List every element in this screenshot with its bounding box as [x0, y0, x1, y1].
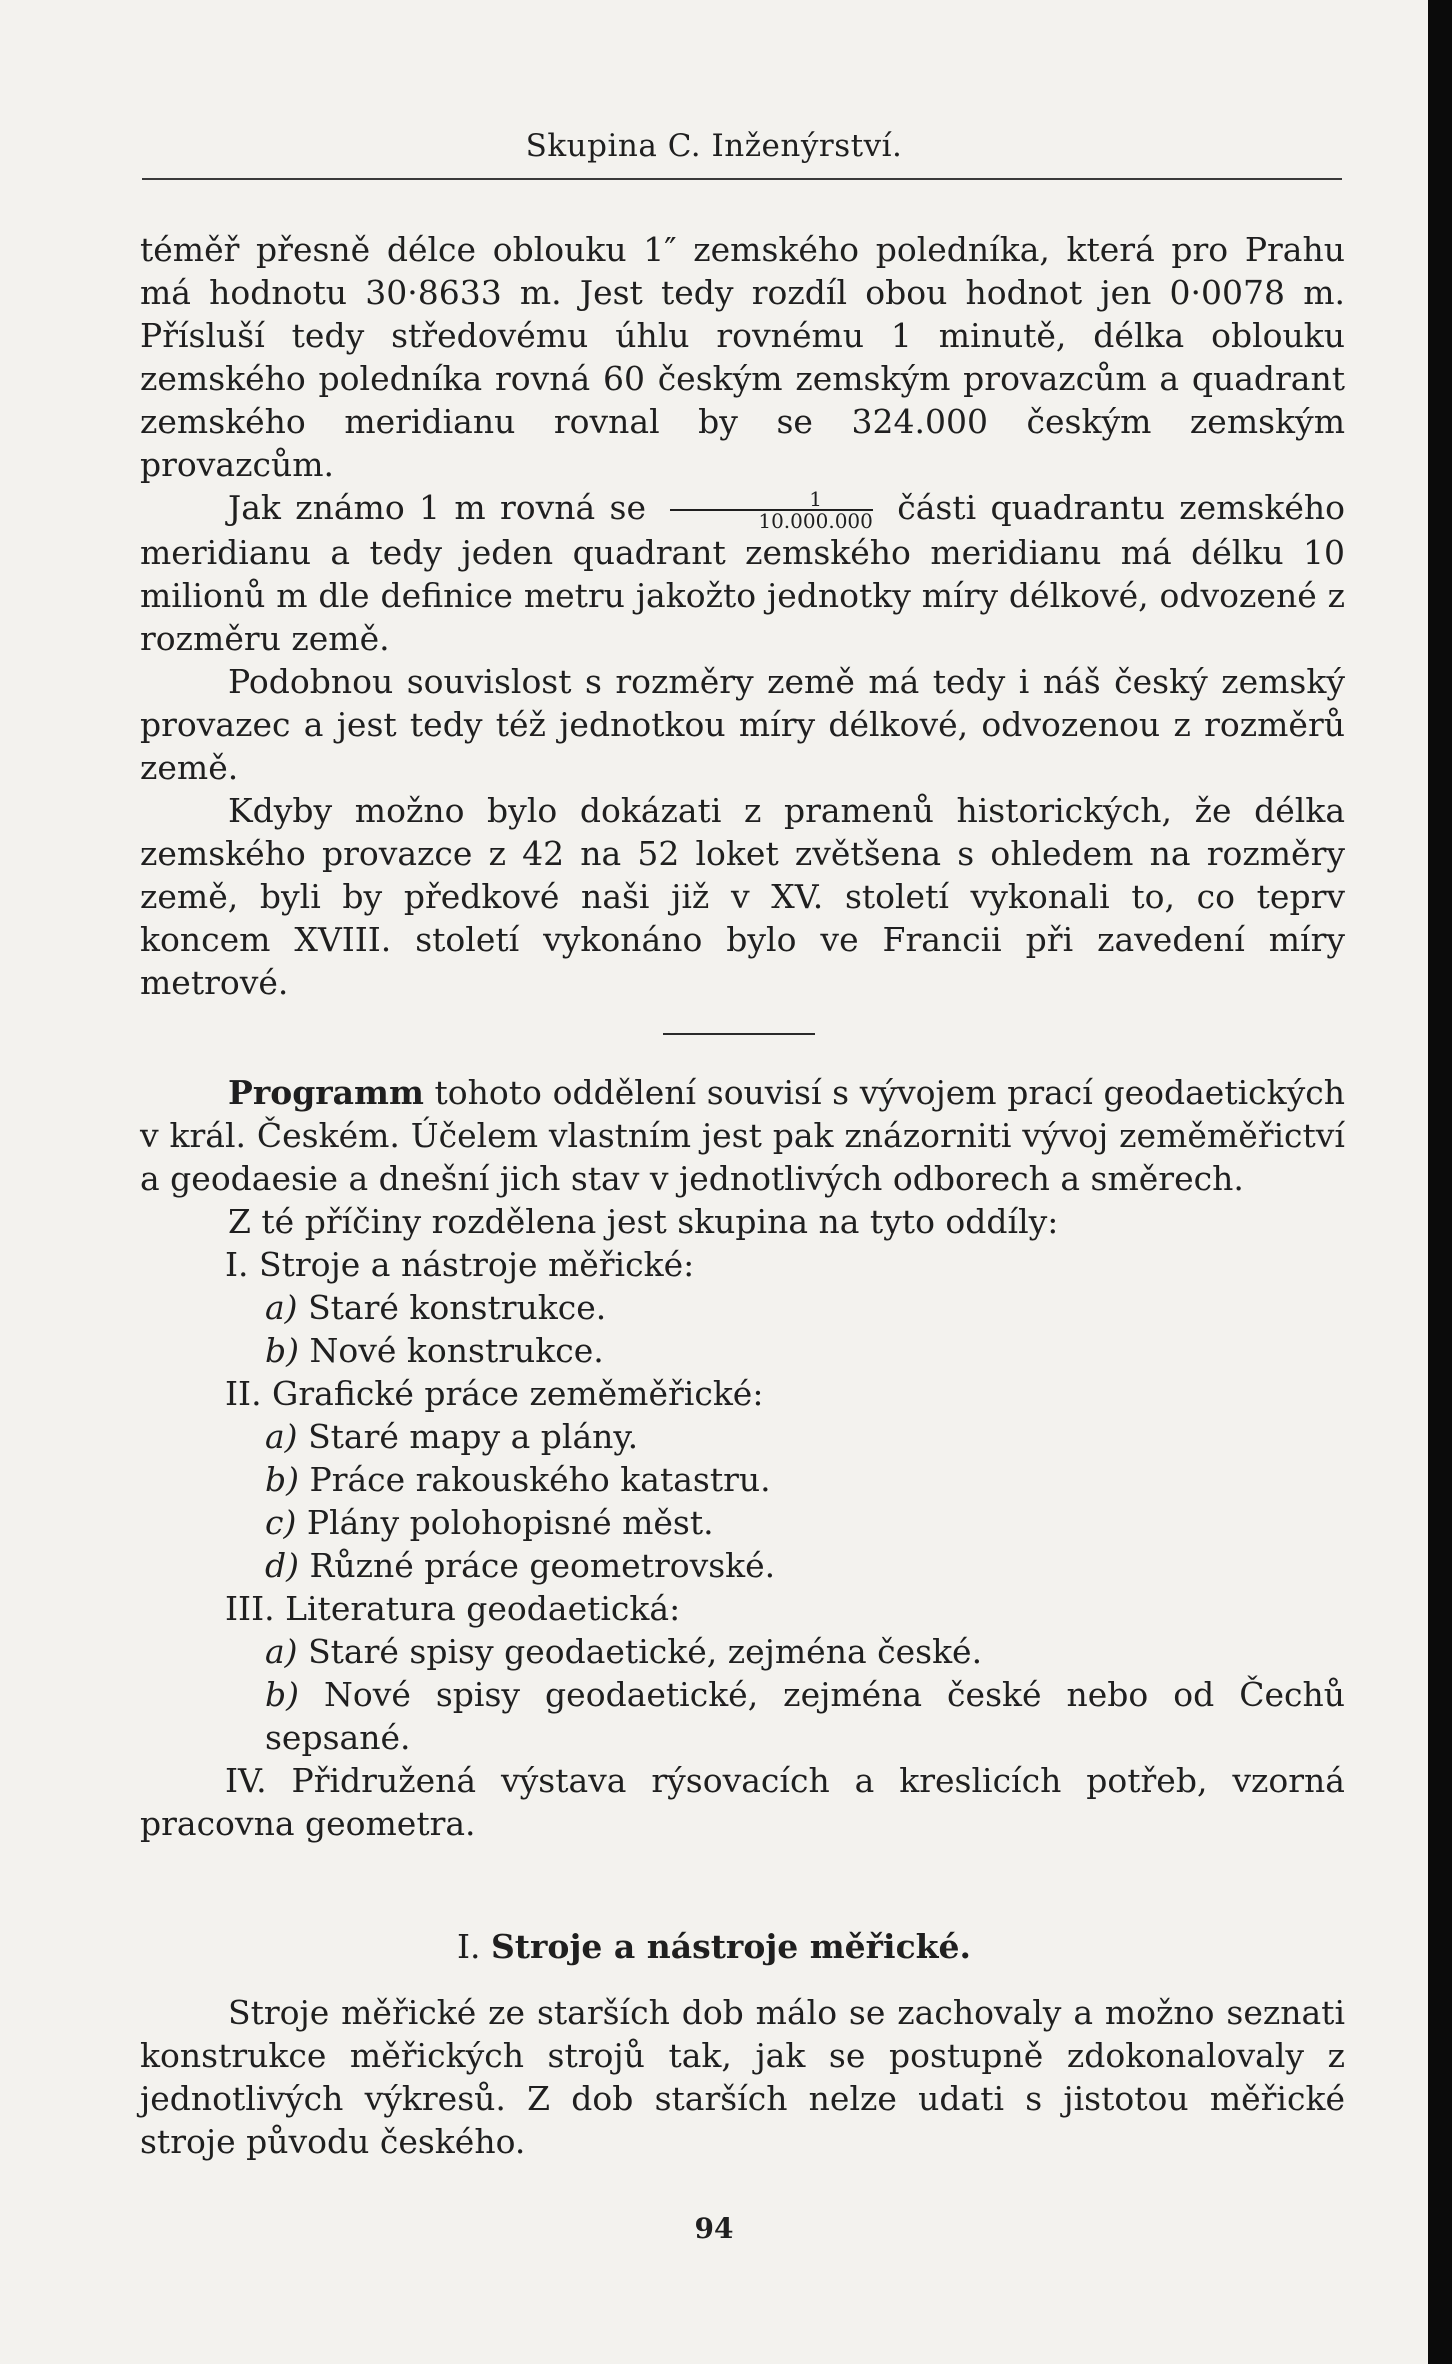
section-2-title: II. Grafické práce zeměměřické: — [225, 1374, 764, 1413]
paragraph-3: Podobnou souvislost s rozměry země má tedy i náš český zemský provazec a jest tedy též jednotkou míry délkové, odvozenou z rozměrů země. — [140, 662, 1345, 787]
paragraph-machines: Stroje měřické ze starších dob málo se zachovaly a možno seznati konstrukce měřických strojů tak, jak se postupně zdokonalovaly z jednotlivých výkresů. Z dob starších nelze udati s jistotou měřické stroje původu českého. — [140, 1993, 1345, 2161]
list-item: a) Staré konstrukce. — [265, 1288, 607, 1327]
paragraph-program — [140, 1071, 1345, 1200]
list-item: c) Plány polohopisné měst. — [265, 1503, 714, 1542]
section-heading-text: Stroje a nástroje měřické. — [490, 1927, 972, 1966]
paragraph-2-start: Jak známo 1 m rovná se — [228, 488, 647, 527]
paragraph-2 — [140, 486, 1345, 660]
running-header: Skupina C. Inženýrství. — [525, 128, 903, 164]
header-rule — [142, 178, 1342, 180]
section-divider — [663, 1033, 815, 1035]
paragraph-4: Kdyby možno bylo dokázati z pramenů historických, že délka zemského provazce z 42 na 52 loket zvětšena s ohledem na rozměry země, byli by předkové naši již v XV. století vykonali to, co teprv koncem XVIII. století vykonáno bylo ve Francii při zavedení míry metrové. — [140, 791, 1345, 1002]
section-heading-number: I. — [456, 1927, 481, 1966]
section-4-title: IV. Přidružená výstava rýsovacích a kreslicích potřeb, vzorná pracovna geometra. — [140, 1761, 1345, 1843]
fraction-denominator: 10.000.000 — [758, 509, 873, 533]
paragraph-divisions: Z té příčiny rozdělena jest skupina na tyto oddíly: — [228, 1202, 1059, 1241]
list-item: a) Staré spisy geodaetické, zejména české. — [265, 1632, 983, 1671]
body-text-top — [140, 228, 1345, 1004]
paragraph-2-end: části quadrantu zemského meridianu a tedy jeden quadrant zemského meridianu má délku 10 milionů m dle definice metru jakožto jednotky míry délkové, odvozené z rozměru země. — [140, 488, 1345, 658]
list-item: b) Práce rakouského katastru. — [265, 1460, 771, 1499]
body-text-bottom — [140, 1991, 1345, 2163]
section-1-title: I. Stroje a nástroje měřické: — [225, 1245, 695, 1284]
list-item: d) Různé práce geometrovské. — [265, 1546, 776, 1585]
list-item: b) Nové konstrukce. — [265, 1331, 604, 1370]
program-bold-word: Programm — [228, 1073, 424, 1112]
paragraph-1: téměř přesně délce oblouku 1″ zemského poledníka, která pro Prahu má hodnotu 30·8633 m. Jest tedy rozdíl obou hodnot jen 0·0078 m. Přísluší tedy středovému úhlu rovnému 1 minutě, délka oblouku zemského poledníka rovná 60 českým zemským provazcům a quadrant zemského meridianu rovnal by se 324.000 českým zemským provazcům. — [140, 230, 1345, 484]
section-heading — [0, 1925, 1428, 1968]
fraction — [670, 489, 873, 531]
list-item: a) Staré mapy a plány. — [265, 1417, 639, 1456]
section-3-title: III. Literatura geodaetická: — [225, 1589, 681, 1628]
fraction-numerator: 1 — [670, 489, 873, 511]
page-number: 94 — [694, 2212, 734, 2245]
program-text: tohoto oddělení souvisí s vývojem prací geodaetických v král. Českém. Účelem vlastním jest pak znázorniti vývoj zeměměřictví a geodaesie a dnešní jich stav v jednotlivých odborech a směrech. — [140, 1073, 1345, 1198]
list-item: b) Nové spisy geodaetické, zejména české nebo od Čechů sepsané. — [265, 1675, 1345, 1757]
body-text-program — [140, 1071, 1345, 1845]
